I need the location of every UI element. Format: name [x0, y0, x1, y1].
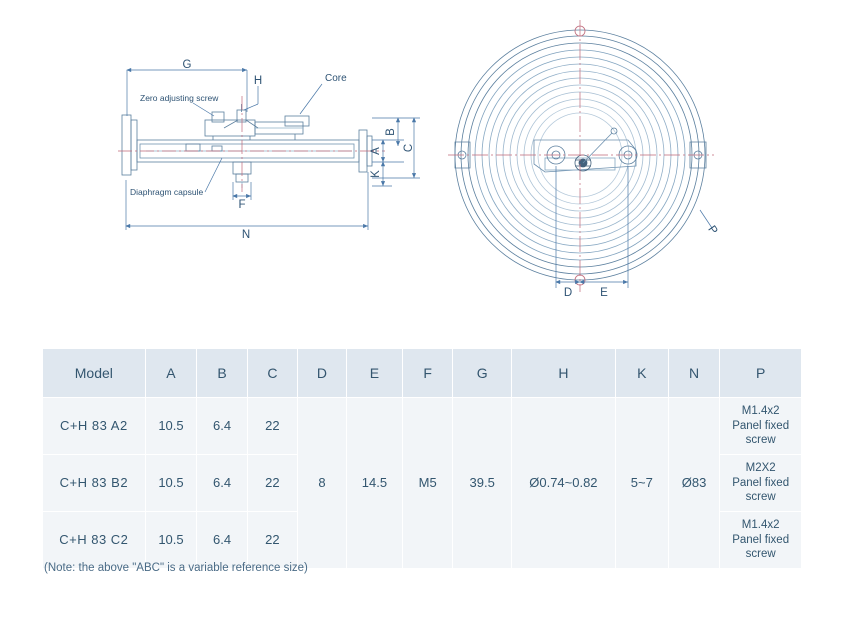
col-b: B	[197, 349, 248, 398]
cell-c: 22	[247, 512, 297, 569]
label-h: H	[253, 75, 263, 87]
label-core: Core	[325, 73, 347, 84]
specification-table	[42, 348, 802, 569]
label-c: C	[403, 143, 415, 153]
front-view	[448, 20, 714, 292]
cell-a: 10.5	[145, 512, 197, 569]
col-k: K	[615, 349, 668, 398]
col-f: F	[402, 349, 453, 398]
cell-c: 22	[247, 398, 297, 455]
cell-n-merged: Ø83	[668, 398, 720, 569]
table-note: (Note: the above "ABC" is a variable reference size)	[44, 562, 308, 574]
table-header-row	[43, 349, 802, 398]
label-n: N	[241, 229, 251, 241]
col-c: C	[247, 349, 297, 398]
cell-p: M2X2 Panel fixed screw	[720, 455, 802, 512]
label-f: F	[238, 199, 246, 211]
label-k: K	[370, 170, 382, 178]
cell-b: 6.4	[197, 398, 248, 455]
cell-a: 10.5	[145, 455, 197, 512]
cell-a: 10.5	[145, 398, 197, 455]
cell-p: M1.4x2 Panel fixed screw	[720, 512, 802, 569]
col-a: A	[145, 349, 197, 398]
cell-k-merged: 5~7	[615, 398, 668, 569]
label-e: E	[600, 287, 608, 299]
col-p: P	[720, 349, 802, 398]
label-a: A	[370, 147, 382, 155]
cell-c: 22	[247, 455, 297, 512]
cell-b: 6.4	[197, 455, 248, 512]
cell-p: M1.4x2 Panel fixed screw	[720, 398, 802, 455]
table-row	[43, 398, 802, 455]
label-d: D	[563, 287, 573, 299]
cell-d-merged: 8	[297, 398, 346, 569]
cell-h-merged: Ø0.74~0.82	[511, 398, 615, 569]
side-view	[118, 96, 385, 192]
col-g: G	[453, 349, 511, 398]
cell-g-merged: 39.5	[453, 398, 511, 569]
col-d: D	[297, 349, 346, 398]
cell-e-merged: 14.5	[346, 398, 402, 569]
label-diaphragm-capsule: Diaphragm capsule	[130, 187, 204, 197]
label-zero-adjusting-screw: Zero adjusting screw	[140, 93, 219, 103]
front-view-dimensions	[556, 166, 712, 288]
col-n: N	[668, 349, 720, 398]
cell-b: 6.4	[197, 512, 248, 569]
col-model: Model	[43, 349, 146, 398]
col-e: E	[346, 349, 402, 398]
cell-model: C+H 83 A2	[43, 398, 146, 455]
label-g: G	[182, 59, 192, 71]
cell-model: C+H 83 C2	[43, 512, 146, 569]
cell-model: C+H 83 B2	[43, 455, 146, 512]
label-b: B	[385, 128, 397, 136]
col-h: H	[511, 349, 615, 398]
label-p: P	[705, 223, 720, 237]
cell-f-merged: M5	[402, 398, 453, 569]
